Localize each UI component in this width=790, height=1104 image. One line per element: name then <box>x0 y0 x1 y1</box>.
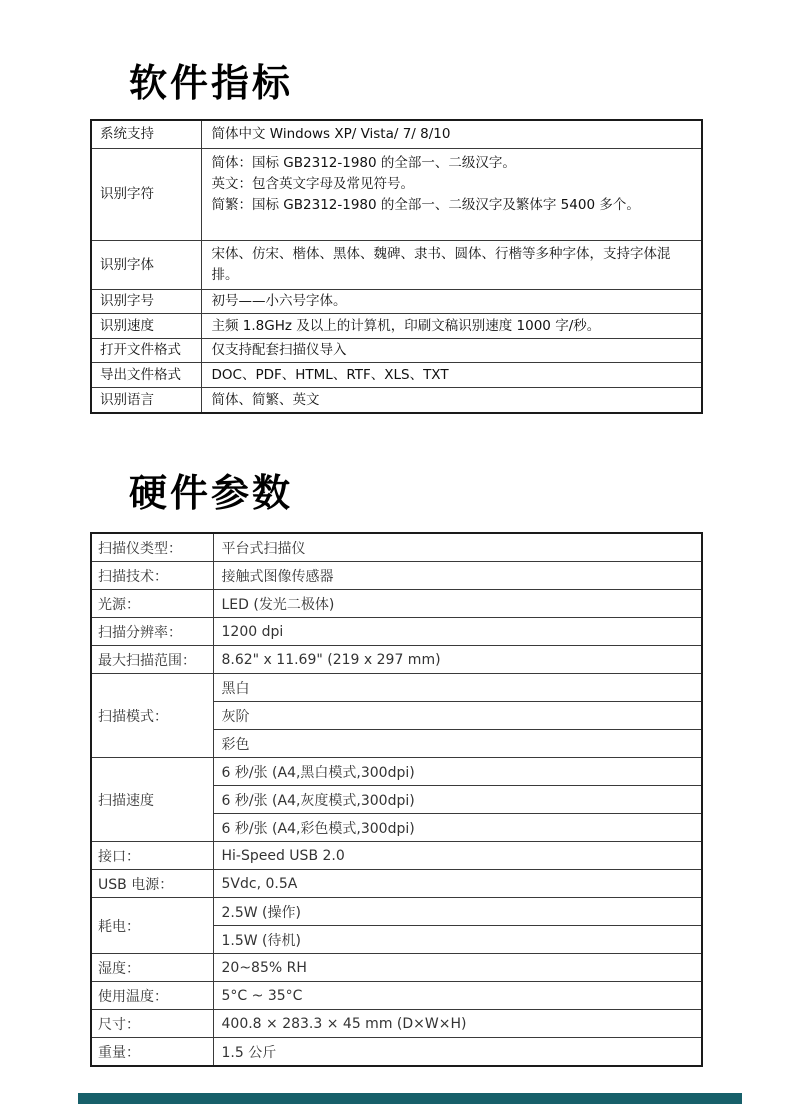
spec-value-line: 简繁：国标 GB2312-1980 的全部一、二级汉字及繁体字 5400 多个。 <box>211 197 640 213</box>
table-row <box>91 339 702 363</box>
spec-label: 识别语言 <box>91 388 201 414</box>
spec-label: 扫描模式： <box>91 674 213 758</box>
table-row <box>91 120 702 149</box>
table-row <box>91 674 702 702</box>
spec-value-line: 主频 1.8GHz 及以上的计算机，印刷文稿识别速度 1000 字/秒。 <box>211 317 601 334</box>
spec-label: 最大扫描范围： <box>91 646 213 674</box>
spec-value-line: 简体中文 Windows XP/ Vista/ 7/ 8/10 <box>211 126 451 142</box>
table-row <box>91 758 702 786</box>
table-row <box>91 241 702 290</box>
spec-value <box>201 314 702 339</box>
spec-label: 系统支持 <box>91 120 201 149</box>
spec-value: 400.8 × 283.3 × 45 mm (D×W×H) <box>213 1010 702 1038</box>
spec-value <box>201 363 702 388</box>
table-row <box>91 1010 702 1038</box>
spec-value: 2.5W (操作) <box>213 898 702 926</box>
table-row <box>91 590 702 618</box>
table-row <box>91 363 702 388</box>
spec-value-line: 仅支持配套扫描仪导入 <box>211 342 347 358</box>
spec-label: 打开文件格式 <box>91 339 201 363</box>
spec-value-line: 英文：包含英文字母及常见符号。 <box>211 176 414 192</box>
software-specs-table <box>90 119 703 414</box>
table-row <box>91 842 702 870</box>
spec-value-line: 宋体、仿宋、楷体、黑体、魏碑、隶书、圆体、行楷等多种字体，支持字体混排。 <box>211 246 671 283</box>
spec-value-line: 简体：国标 GB2312-1980 的全部一、二级汉字。 <box>211 155 516 171</box>
section-title-hardware: 硬件参数 <box>129 471 294 515</box>
spec-label: 尺寸： <box>91 1010 213 1038</box>
spec-value: 5°C ~ 35°C <box>213 982 702 1010</box>
spec-value <box>201 120 702 149</box>
spec-value: 接触式图像传感器 <box>213 562 702 590</box>
next-section-banner-edge <box>78 1093 742 1104</box>
table-row <box>91 982 702 1010</box>
spec-value: 8.62" x 11.69" (219 x 297 mm) <box>213 646 702 674</box>
hardware-specs-table <box>90 532 703 1067</box>
spec-value: 6 秒/张 (A4,彩色模式,300dpi) <box>213 814 702 842</box>
spec-value: 20~85% RH <box>213 954 702 982</box>
spec-label: USB 电源： <box>91 870 213 898</box>
spec-value: LED (发光二极体) <box>213 590 702 618</box>
table-row <box>91 290 702 314</box>
spec-value <box>201 241 702 290</box>
spec-value-line: DOC、PDF、HTML、RTF、XLS、TXT <box>211 366 449 383</box>
spec-label: 导出文件格式 <box>91 363 201 388</box>
spec-value: 灰阶 <box>213 702 702 730</box>
spec-label: 湿度： <box>91 954 213 982</box>
section-title-software: 软件指标 <box>129 61 294 105</box>
table-row <box>91 314 702 339</box>
spec-label: 识别字符 <box>91 149 201 241</box>
table-row <box>91 870 702 898</box>
spec-label: 扫描仪类型： <box>91 533 213 562</box>
spec-value-line: 简体、简繁、英文 <box>211 391 320 408</box>
spec-value: 彩色 <box>213 730 702 758</box>
table-row <box>91 646 702 674</box>
spec-value: 平台式扫描仪 <box>213 533 702 562</box>
spec-value: 1.5 公斤 <box>213 1038 702 1067</box>
spec-label: 扫描分辨率： <box>91 618 213 646</box>
table-row <box>91 149 702 241</box>
spec-label: 扫描速度 <box>91 758 213 842</box>
spec-value: 1.5W (待机) <box>213 926 702 954</box>
spec-label: 扫描技术： <box>91 562 213 590</box>
spec-value: 5Vdc, 0.5A <box>213 870 702 898</box>
spec-value: 1200 dpi <box>213 618 702 646</box>
spec-label: 重量： <box>91 1038 213 1067</box>
spec-value: 6 秒/张 (A4,灰度模式,300dpi) <box>213 786 702 814</box>
table-row <box>91 562 702 590</box>
spec-label: 识别速度 <box>91 314 201 339</box>
spec-label: 使用温度： <box>91 982 213 1010</box>
spec-value-line: 初号——小六号字体。 <box>211 293 347 309</box>
spec-label: 识别字体 <box>91 241 201 290</box>
spec-value: Hi-Speed USB 2.0 <box>213 842 702 870</box>
spec-value: 6 秒/张 (A4,黑白模式,300dpi) <box>213 758 702 786</box>
spec-label: 接口： <box>91 842 213 870</box>
table-row <box>91 533 702 562</box>
spec-value: 黑白 <box>213 674 702 702</box>
spec-label: 光源： <box>91 590 213 618</box>
table-row <box>91 618 702 646</box>
table-row <box>91 898 702 926</box>
table-row <box>91 388 702 414</box>
spec-value <box>201 149 702 241</box>
spec-label: 耗电： <box>91 898 213 954</box>
spec-value <box>201 339 702 363</box>
spec-value <box>201 388 702 414</box>
table-row <box>91 954 702 982</box>
table-row <box>91 1038 702 1067</box>
spec-label: 识别字号 <box>91 290 201 314</box>
spec-value <box>201 290 702 314</box>
